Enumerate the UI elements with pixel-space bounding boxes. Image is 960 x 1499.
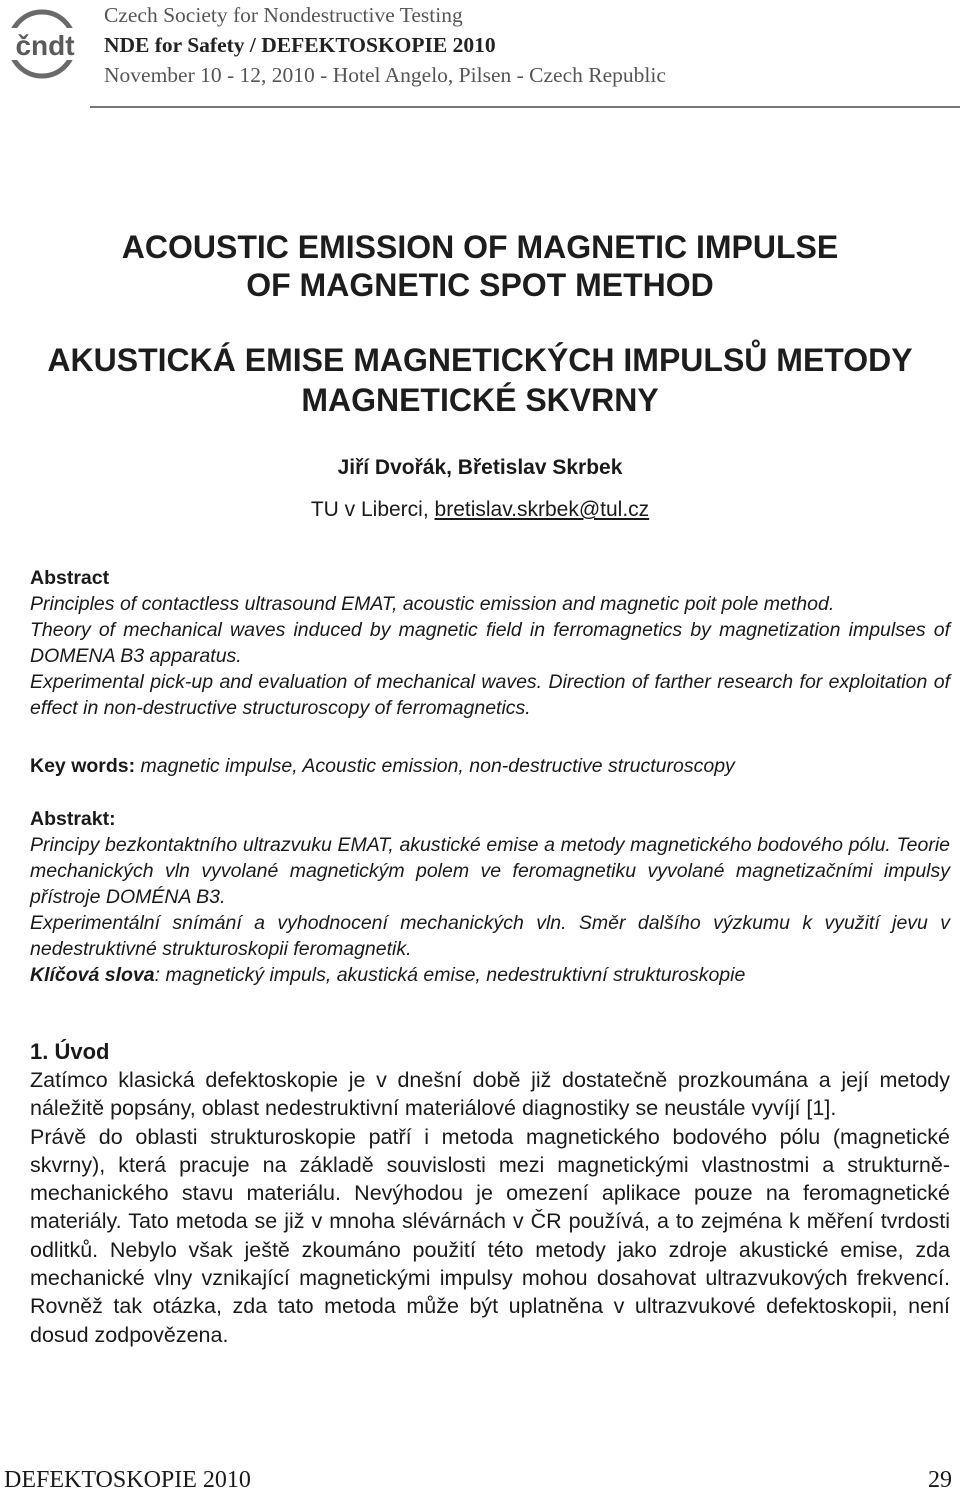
author-email-link[interactable]: bretislav.skrbek@tul.cz bbox=[434, 498, 650, 521]
keywords-label: Key words: bbox=[30, 755, 136, 777]
abstract-paragraph: Principles of contactless ultrasound EMAT, acoustic emission and magnetic poit pole method. bbox=[30, 593, 835, 615]
affiliation bbox=[0, 497, 960, 523]
body-paragraph: Zatímco klasická defektoskopie je v dnešní době již dostatečně prozkoumána a její metody náležitě popsány, oblast nedestruktivní materiálové diagnostiky se neustále vyvíjí [1]. bbox=[30, 1068, 950, 1121]
society-name: Czech Society for Nondestructive Testing bbox=[104, 3, 463, 27]
abstrakt-paragraph: Experimentální snímání a vyhodnocení mechanických vln. Směr dalšího výzkumu k využití jevu v nedestruktivné strukturoskopii feromagnetik. bbox=[30, 912, 950, 960]
page-header bbox=[0, 0, 960, 112]
title-czech bbox=[0, 340, 960, 420]
keywords-czech bbox=[30, 962, 950, 988]
header-rule bbox=[90, 106, 960, 108]
title-czech-line: MAGNETICKÉ SKVRNY bbox=[301, 382, 659, 418]
cndt-logo bbox=[4, 8, 86, 80]
affiliation-institution: TU v Liberci, bbox=[310, 498, 435, 521]
abstrakt-paragraph: Principy bezkontaktního ultrazvuku EMAT, akustické emise a metody magnetického bodového pólu. Teorie mechanických vln vyvolané magnetickým polem ve feromagnetiku vyvolané magnetizačními impulsy přístroje DOMÉNA B3. bbox=[30, 834, 950, 908]
title-czech-line: AKUSTICKÁ EMISE MAGNETICKÝCH IMPULSŮ METODY bbox=[47, 342, 913, 378]
section-heading: 1. Úvod bbox=[30, 1039, 110, 1064]
body-paragraph: Právě do oblasti strukturoskopie patří i metoda magnetického bodového pólu (magnetické skvrny), která pracuje na základě souvislosti mezi magnetickými vlastnostmi a strukturně-mechanického stavu materiálu. Nevýhodou je omezení aplikace pouze na feromagnetické materiály. Tato metoda se již v mnoha slévárnách v ČR používá, a to zejména k měření tvrdosti odlitků. Nebylo však ještě zkoumáno použití této metody jako zdroje akustické emise, zda mechanické vlny vznikající magnetickými impulsy mohou dosahovat ultrazvukových frekvencí. Rovněž tak otázka, zda tato metoda může být uplatněna v ultrazvukové defektoskopii, není dosud zodpovězena. bbox=[30, 1124, 950, 1347]
keywords-cz-label: Klíčová slova bbox=[30, 964, 155, 986]
title-english bbox=[0, 228, 960, 304]
abstrakt-heading: Abstrakt: bbox=[30, 808, 116, 830]
keywords-text: magnetic impulse, Acoustic emission, non-destructive structuroscopy bbox=[135, 755, 735, 777]
footer-journal: DEFEKTOSKOPIE 2010 bbox=[4, 1467, 251, 1493]
abstract-czech bbox=[30, 806, 950, 988]
logo-text: čndt bbox=[15, 30, 75, 61]
conference-date-place: November 10 - 12, 2010 - Hotel Angelo, Pilsen - Czech Republic bbox=[104, 63, 666, 87]
title-english-line: OF MAGNETIC SPOT METHOD bbox=[246, 267, 714, 303]
keywords-cz-text: : magnetický impuls, akustická emise, nedestruktivní strukturoskopie bbox=[154, 964, 746, 986]
conference-name: NDE for Safety / DEFEKTOSKOPIE 2010 bbox=[104, 33, 496, 57]
title-english-line: ACOUSTIC EMISSION OF MAGNETIC IMPULSE bbox=[121, 229, 839, 265]
keywords-english bbox=[30, 753, 950, 779]
abstract-english bbox=[30, 565, 950, 721]
page-footer bbox=[0, 1463, 960, 1499]
abstract-paragraph: Experimental pick-up and evaluation of mechanical waves. Direction of farther research for exploitation of effect in non-destructive structuroscopy of ferromagnetics. bbox=[30, 671, 950, 719]
page-number: 29 bbox=[928, 1467, 952, 1493]
section-body bbox=[30, 1066, 950, 1349]
abstract-heading: Abstract bbox=[30, 567, 110, 589]
authors: Jiří Dvořák, Břetislav Skrbek bbox=[337, 456, 623, 479]
abstract-paragraph: Theory of mechanical waves induced by magnetic field in ferromagnetics by magnetization impulses of DOMENA B3 apparatus. bbox=[30, 619, 950, 667]
